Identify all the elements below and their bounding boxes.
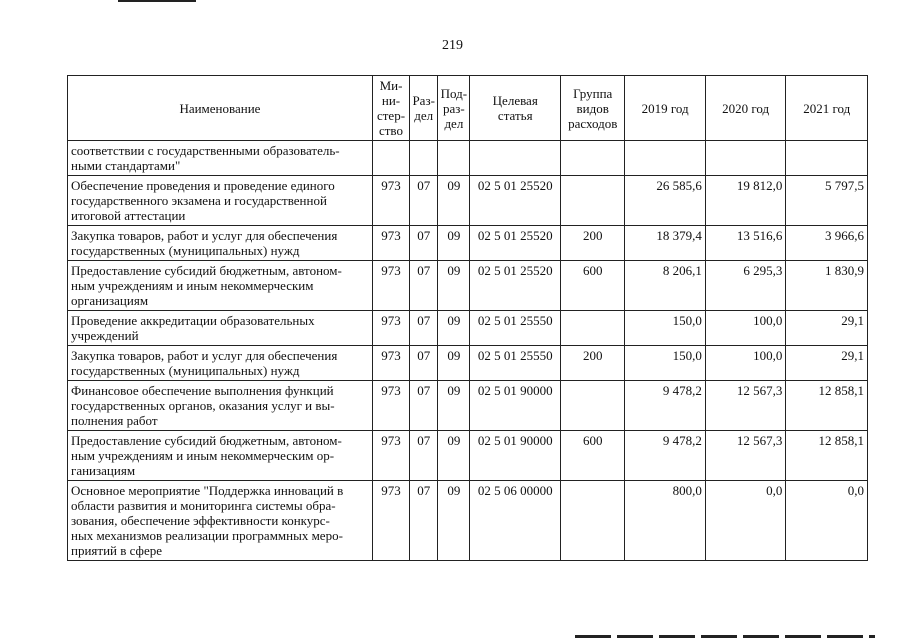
cell-section: 07 [410,481,438,561]
cell-name: соответствии с государственными образователь- ными стандартами" [68,141,373,176]
cell-name: Предоставление субсидий бюджетным, автоном- ным учреждениям и иным некоммерческим организациям [68,261,373,311]
cell-y2020: 12 567,3 [705,381,786,431]
cell-ministry: 973 [372,261,409,311]
cell-name: Закупка товаров, работ и услуг для обеспечения государственных (муниципальных) нужд [68,346,373,381]
cell-target: 02 5 01 90000 [470,431,561,481]
cell-subsection: 09 [438,481,470,561]
cell-target: 02 5 01 25520 [470,176,561,226]
cell-ministry: 973 [372,381,409,431]
cell-group [561,311,625,346]
cell-section: 07 [410,226,438,261]
cell-y2020 [705,141,786,176]
cell-subsection: 09 [438,431,470,481]
header-2021: 2021 год [786,76,868,141]
cell-y2020: 12 567,3 [705,431,786,481]
cell-ministry: 973 [372,176,409,226]
cell-y2021 [786,141,868,176]
cell-section: 07 [410,381,438,431]
table-row [68,346,868,381]
cell-name: Проведение аккредитации образовательных учреждений [68,311,373,346]
cell-subsection: 09 [438,311,470,346]
table-row [68,226,868,261]
cell-y2020: 13 516,6 [705,226,786,261]
cell-subsection: 09 [438,381,470,431]
cell-y2021: 29,1 [786,346,868,381]
cell-section: 07 [410,311,438,346]
cell-group [561,141,625,176]
cell-y2021: 1 830,9 [786,261,868,311]
cell-subsection: 09 [438,346,470,381]
cell-y2019 [625,141,706,176]
cell-y2019: 150,0 [625,311,706,346]
header-group: Группа видов расходов [561,76,625,141]
cell-y2021: 29,1 [786,311,868,346]
cell-section: 07 [410,261,438,311]
cell-subsection [438,141,470,176]
cell-y2019: 26 585,6 [625,176,706,226]
cell-name: Обеспечение проведения и проведение единого государственного экзамена и государственной итоговой аттестации [68,176,373,226]
table-row [68,141,868,176]
cell-y2021: 0,0 [786,481,868,561]
cell-group [561,381,625,431]
table-row [68,176,868,226]
table-row [68,261,868,311]
table-row [68,381,868,431]
header-name: Наименование [68,76,373,141]
cell-name: Основное мероприятие "Поддержка инноваций в области развития и мониторинга системы обра- зования, обеспечение эффективности конкурс- ных механизмов реализации программных меро- приятий в сфере [68,481,373,561]
page-number: 219 [442,38,463,53]
bottom-rule [575,635,875,638]
budget-table [67,75,868,561]
cell-section: 07 [410,431,438,481]
cell-target: 02 5 01 25520 [470,226,561,261]
table-row [68,481,868,561]
cell-group: 600 [561,431,625,481]
cell-name: Финансовое обеспечение выполнения функций государственных органов, оказания услуг и вы- полнения работ [68,381,373,431]
cell-y2020: 0,0 [705,481,786,561]
cell-y2020: 100,0 [705,311,786,346]
cell-target: 02 5 01 90000 [470,381,561,431]
cell-target [470,141,561,176]
cell-y2020: 6 295,3 [705,261,786,311]
cell-y2021: 12 858,1 [786,431,868,481]
cell-ministry: 973 [372,481,409,561]
cell-section: 07 [410,176,438,226]
cell-y2020: 19 812,0 [705,176,786,226]
cell-ministry: 973 [372,226,409,261]
cell-y2019: 800,0 [625,481,706,561]
cell-name: Предоставление субсидий бюджетным, автоном- ным учреждениям и иным некоммерческим ор- ганизациям [68,431,373,481]
cell-target: 02 5 06 00000 [470,481,561,561]
cell-group: 600 [561,261,625,311]
cell-target: 02 5 01 25520 [470,261,561,311]
cell-ministry [372,141,409,176]
table-row [68,311,868,346]
cell-section: 07 [410,346,438,381]
table-header-row [68,76,868,141]
cell-y2021: 3 966,6 [786,226,868,261]
cell-y2020: 100,0 [705,346,786,381]
header-subsection: Под- раз- дел [438,76,470,141]
cell-ministry: 973 [372,311,409,346]
header-2020: 2020 год [705,76,786,141]
cell-name: Закупка товаров, работ и услуг для обеспечения государственных (муниципальных) нужд [68,226,373,261]
cell-target: 02 5 01 25550 [470,311,561,346]
cell-y2021: 12 858,1 [786,381,868,431]
cell-subsection: 09 [438,176,470,226]
cell-y2019: 18 379,4 [625,226,706,261]
cell-ministry: 973 [372,431,409,481]
cell-y2021: 5 797,5 [786,176,868,226]
cell-target: 02 5 01 25550 [470,346,561,381]
header-target: Целевая статья [470,76,561,141]
cell-group: 200 [561,226,625,261]
header-ministry: Ми- ни- стер- ство [372,76,409,141]
cell-group [561,481,625,561]
cell-subsection: 09 [438,261,470,311]
cell-subsection: 09 [438,226,470,261]
top-rule [118,0,196,2]
header-section: Раз- дел [410,76,438,141]
cell-group [561,176,625,226]
cell-group: 200 [561,346,625,381]
cell-y2019: 8 206,1 [625,261,706,311]
cell-ministry: 973 [372,346,409,381]
cell-y2019: 150,0 [625,346,706,381]
header-2019: 2019 год [625,76,706,141]
cell-y2019: 9 478,2 [625,381,706,431]
cell-y2019: 9 478,2 [625,431,706,481]
cell-section [410,141,438,176]
table-row [68,431,868,481]
